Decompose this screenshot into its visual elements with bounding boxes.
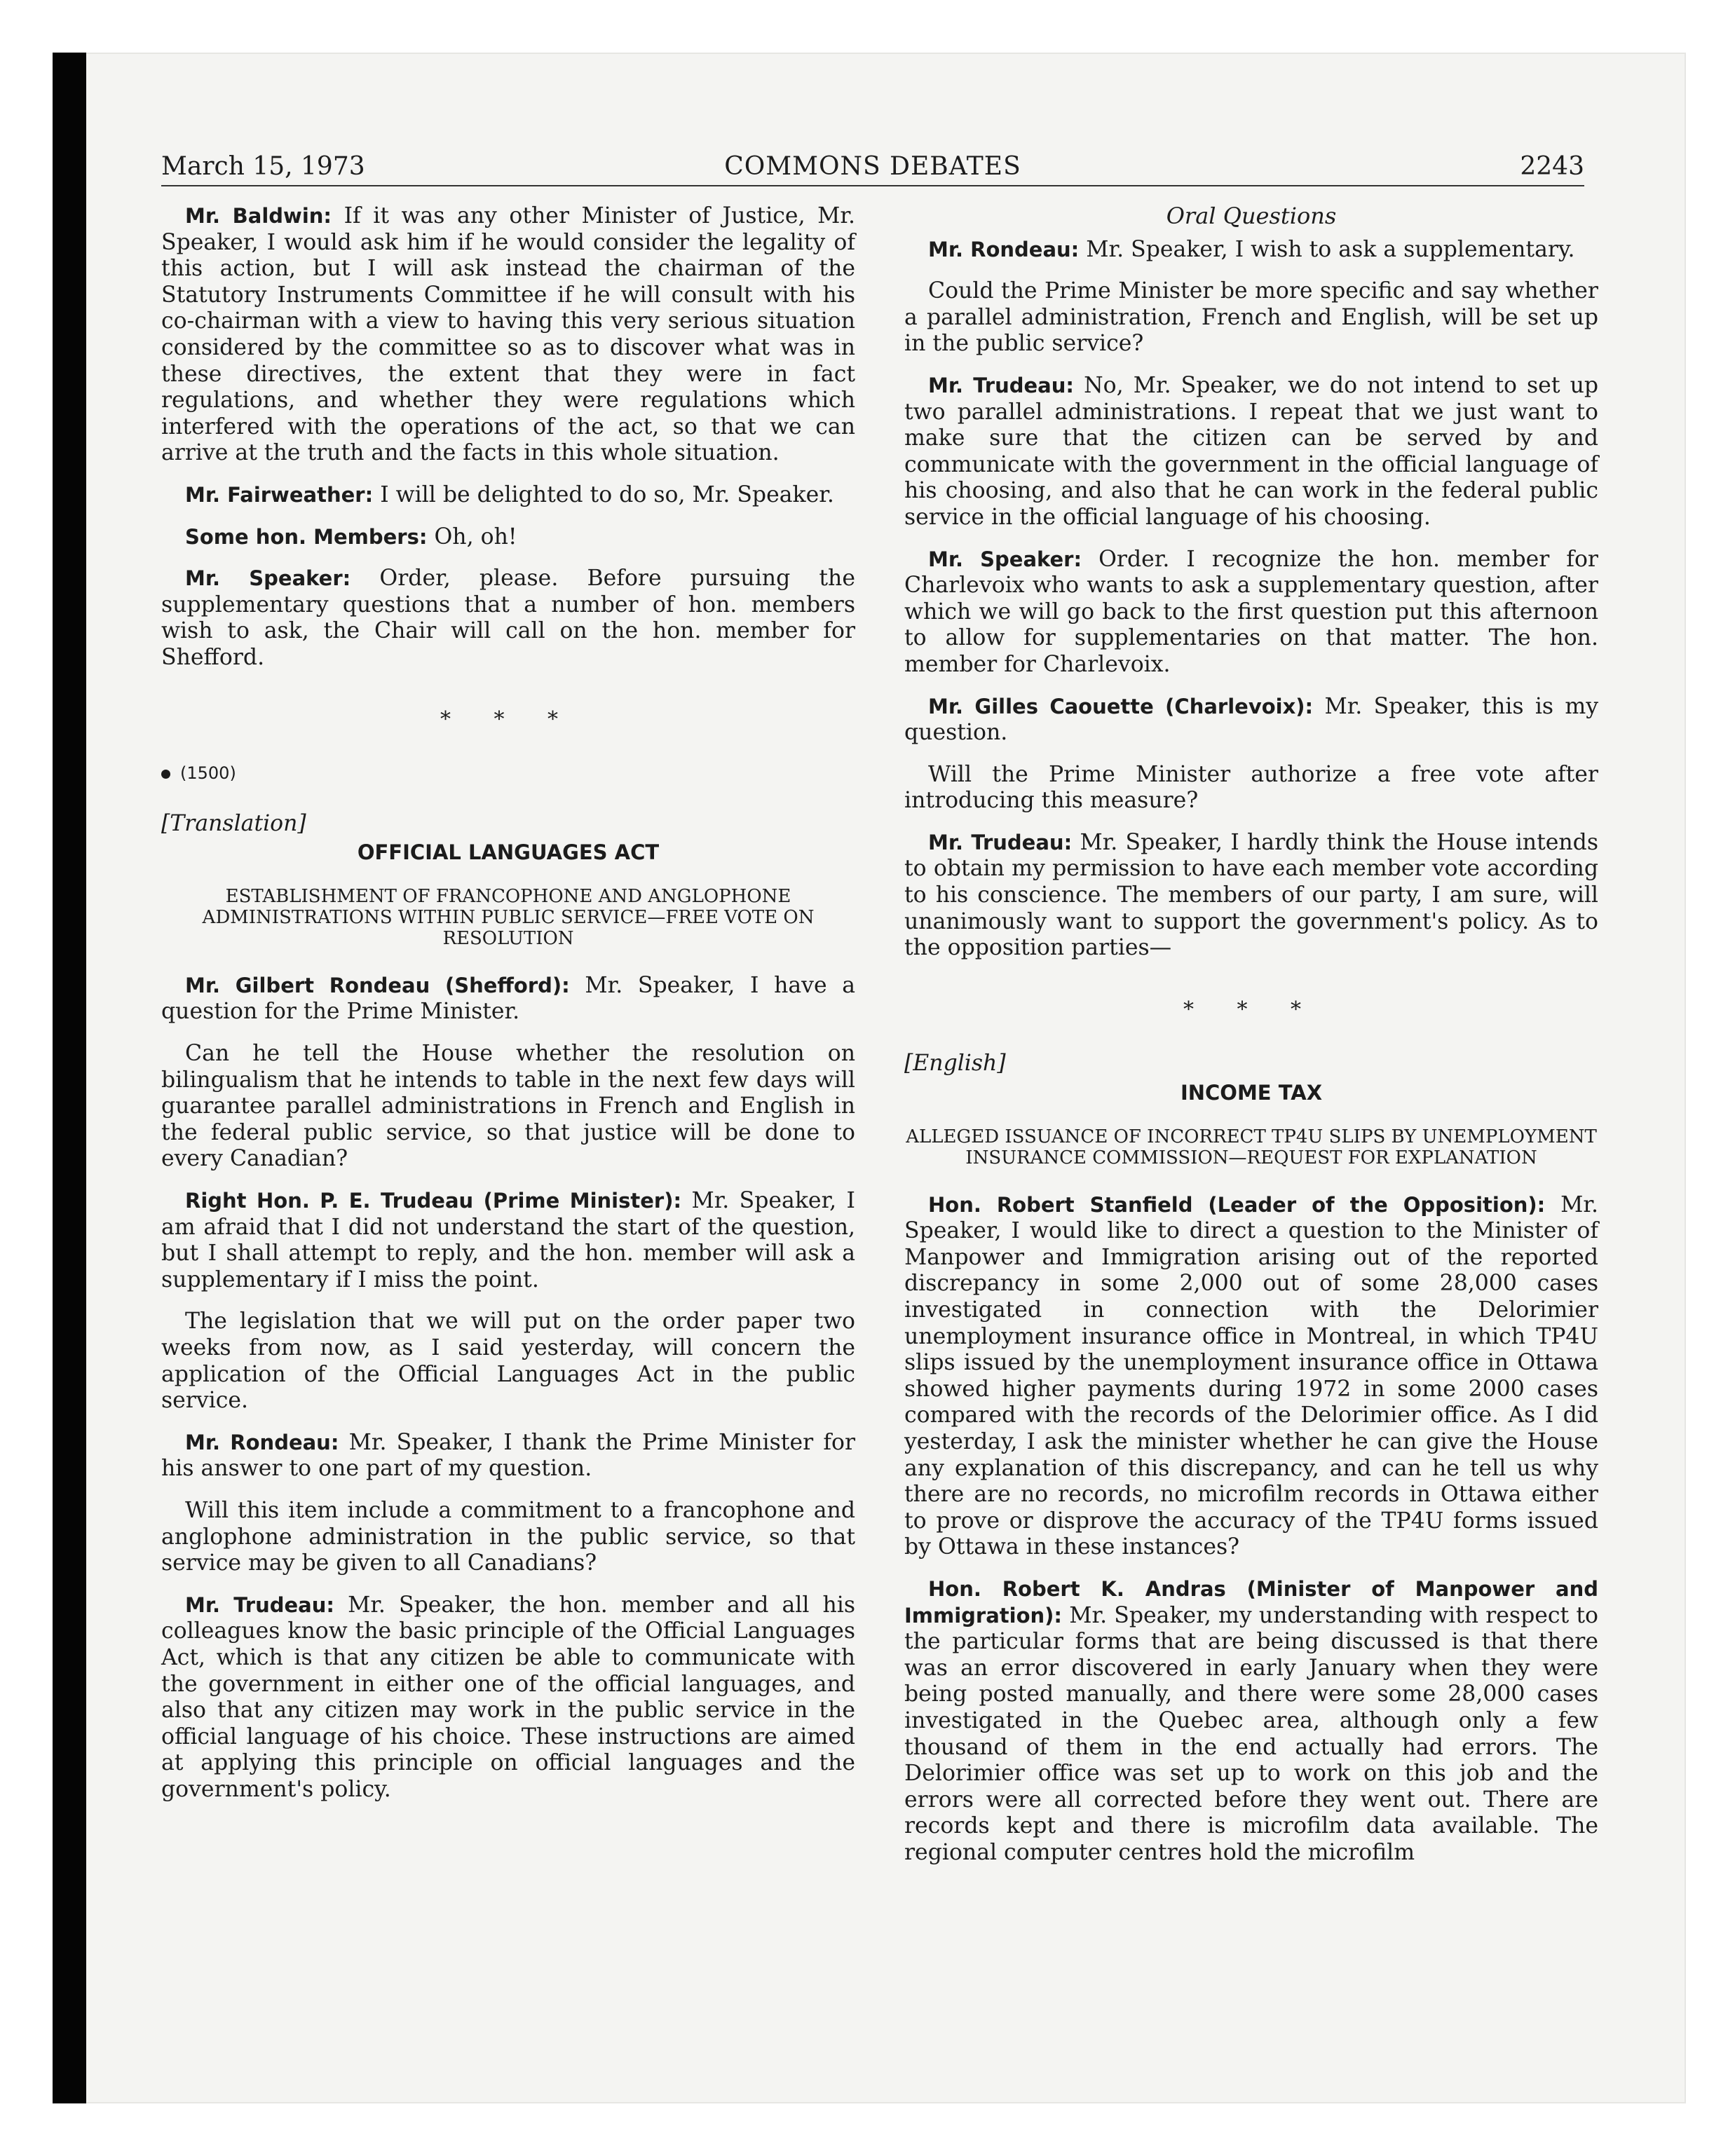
speaker-name: Hon. Robert K. Andras (Minister of Manpower and Immigration): [904, 1576, 1598, 1628]
section-title: OFFICIAL LANGUAGES ACT [357, 840, 660, 865]
time-marker-text: (1500) [180, 763, 236, 784]
speaker-name: Mr. Gilles Caouette (Charlevoix): [928, 694, 1314, 718]
speaker-name: Mr. Rondeau: [185, 1430, 339, 1454]
speech-text: Mr. Speaker, I thank the Prime Minister for his answer to one part of my question. [161, 1429, 856, 1482]
speech-text: Order, please. Before pursuing the supplementary questions that a number of hon. members wish to ask, the Chair will call on the hon. member for Shefford. [161, 566, 855, 670]
right-column [904, 203, 1598, 1881]
paragraph [161, 1430, 855, 1482]
bullet-icon [161, 770, 170, 779]
left-column [161, 203, 855, 1819]
paragraph [161, 1498, 855, 1577]
speech-text: Mr. Speaker, I hardly think the House intends to obtain my permission to have each member vote according to his conscience. The members of our party, I am sure, will unanimously want to support the government's policy. As to the opposition parties— [904, 829, 1599, 961]
speech-text: I will be delighted to do so, Mr. Speaker. [380, 482, 834, 507]
binding-edge [53, 53, 86, 2103]
speaker-name: Mr. Gilbert Rondeau (Shefford): [185, 973, 570, 997]
paragraph [904, 547, 1598, 678]
speaker-name: Some hon. Members: [185, 524, 428, 549]
speaker-name: Mr. Baldwin: [185, 204, 332, 228]
paragraph [904, 694, 1598, 746]
paragraph [904, 373, 1598, 531]
paragraph [161, 1309, 855, 1414]
speech-text: Order. I recognize the hon. member for Charlevoix who wants to ask a supplementary question, after which we will go back to the first question put this afternoon to allow for supplementaries on that matter. The hon. member for Charlevoix. [904, 546, 1598, 677]
header-publication: COMMONS DEBATES [724, 152, 1021, 181]
speaker-name: Right Hon. P. E. Trudeau (Prime Minister): [185, 1189, 682, 1213]
speaker-name: Mr. Speaker: [928, 547, 1082, 571]
speaker-name: Mr. Speaker: [185, 566, 351, 591]
speech-text: Mr. Speaker, I wish to ask a supplementary. [1086, 236, 1575, 262]
speech-text: Could the Prime Minister be more specific and say whether a parallel administration, French and English, will be set up in the public service? [904, 278, 1598, 357]
language-tag: [Translation] [161, 810, 306, 836]
speaker-name: Mr. Trudeau: [928, 830, 1073, 854]
paragraph [161, 1188, 855, 1293]
speech-text: Mr. Speaker, I would like to direct a question to the Minister of Manpower and Immigration arising out of the reported discrepancy in some 2,000 out of some 28,000 cases investigated in connection with the Delorimier unemployment insurance office in Montreal, in which TP4U slips issued by the unemployment insurance office in Ottawa showed higher payments during 1972 in some 2000 cases compared with the records of the Delorimier office. As I did yesterday, I ask the minister whether he can give the House any explanation of this discrepancy, and can he tell us why there are no records, no microfilm records in Ottawa either to prove or disprove the accuracy of the TP4U forms issued by Ottawa in these instances? [904, 1192, 1599, 1560]
speech-text: No, Mr. Speaker, we do not intend to set up two parallel administrations. I repeat that we just want to make sure that the citizen can be served by and communicate with the government in the official language of his choosing, and also that he can work in the federal public service in the official language of his choosing. [904, 372, 1599, 530]
time-marker [161, 760, 855, 787]
speech-text: Mr. Speaker, I have a question for the Prime Minister. [161, 972, 855, 1025]
speaker-name: Mr. Trudeau: [185, 1592, 334, 1617]
speech-text: Will the Prime Minister authorize a free vote after introducing this measure? [904, 761, 1598, 814]
section-subtitle: ESTABLISHMENT OF FRANCOPHONE AND ANGLOPHONE ADMINISTRATIONS WITHIN PUBLIC SERVICE—FREE VOTE ON RESOLUTION [202, 885, 815, 949]
speech-text: Mr. Speaker, my understanding with respect to the particular forms that are being discussed is that there was an error discovered in early January when they were being posted manually, and there were some 28,000 cases investigated in the Quebec area, although only a few thousand of them in the end actually had errors. The Delorimier office was set up to work on this job and the errors were all corrected before they went out. There are records kept and there is microfilm data available. The regional computer centres hold the microfilm [904, 1602, 1599, 1865]
running-head [161, 150, 1584, 186]
paragraph [904, 830, 1598, 962]
speech-text: If it was any other Minister of Justice, Mr. Speaker, I would ask him if he would consider the legality of this action, but I will ask instead the chairman of the Statutory Instruments Committee if he will consult with his co-chairman with a view to having this very serious situation considered by the committee so as to discover what was in these directives, the extent that they were in fact regulations, and whether they were regulations which interfered with the operations of the act, so that we can arrive at the truth and the facts in this whole situation. [161, 203, 855, 466]
paragraph [904, 237, 1598, 264]
speaker-name: Hon. Robert Stanfield (Leader of the Opposition): [928, 1192, 1546, 1217]
speaker-name: Mr. Trudeau: [928, 373, 1074, 397]
section-title: INCOME TAX [1180, 1081, 1323, 1105]
header-date: March 15, 1973 [161, 152, 365, 181]
paragraph [161, 973, 855, 1025]
speaker-name: Mr. Rondeau: [928, 237, 1080, 261]
header-page-number: 2243 [1520, 152, 1584, 181]
paragraph [904, 278, 1598, 357]
paragraph [161, 203, 855, 467]
speech-text: Mr. Speaker, this is my question. [904, 693, 1599, 746]
paragraph [904, 1192, 1598, 1561]
section-subtitle: ALLEGED ISSUANCE OF INCORRECT TP4U SLIPS BY UNEMPLOYMENT INSURANCE COMMISSION—REQUEST FOR EXPLANATION [906, 1126, 1597, 1168]
speech-text: Can he tell the House whether the resolution on bilingualism that he intends to table in the next few days will guarantee parallel administrations in French and English in the federal public service, so that justice will be done to every Canadian? [161, 1041, 855, 1172]
section-separator: * * * [1183, 997, 1320, 1022]
speech-text: Oh, oh! [434, 524, 517, 550]
speech-text: Will this item include a commitment to a francophone and anglophone administration in the public service, so that service may be given to all Canadians? [161, 1497, 855, 1576]
speaker-name: Mr. Fairweather: [185, 482, 374, 507]
paragraph [904, 762, 1598, 814]
paragraph [904, 1576, 1598, 1867]
paragraph [161, 1592, 855, 1803]
speech-text: Mr. Speaker, the hon. member and all his colleagues know the basic principle of the Official Languages Act, which is that any citizen be able to communicate with the government in either one of the official languages, and also that any citizen may work in the public service in the official language of his choice. These instructions are aimed at applying this principle on official languages and the government's policy. [161, 1592, 856, 1802]
speech-text: Mr. Speaker, I am afraid that I did not understand the start of the question, but I shall attempt to reply, and the hon. member will ask a supplementary if I miss the point. [161, 1188, 855, 1292]
paragraph [161, 1041, 855, 1173]
paragraph [161, 482, 855, 509]
paragraph [161, 566, 855, 671]
section-separator: * * * [440, 707, 577, 732]
section-label: Oral Questions [1166, 203, 1337, 229]
speech-text: The legislation that we will put on the order paper two weeks from now, as I said yesterday, will concern the application of the Official Languages Act in the public service. [161, 1309, 855, 1414]
language-tag: [English] [904, 1051, 1006, 1077]
paragraph [161, 524, 855, 551]
